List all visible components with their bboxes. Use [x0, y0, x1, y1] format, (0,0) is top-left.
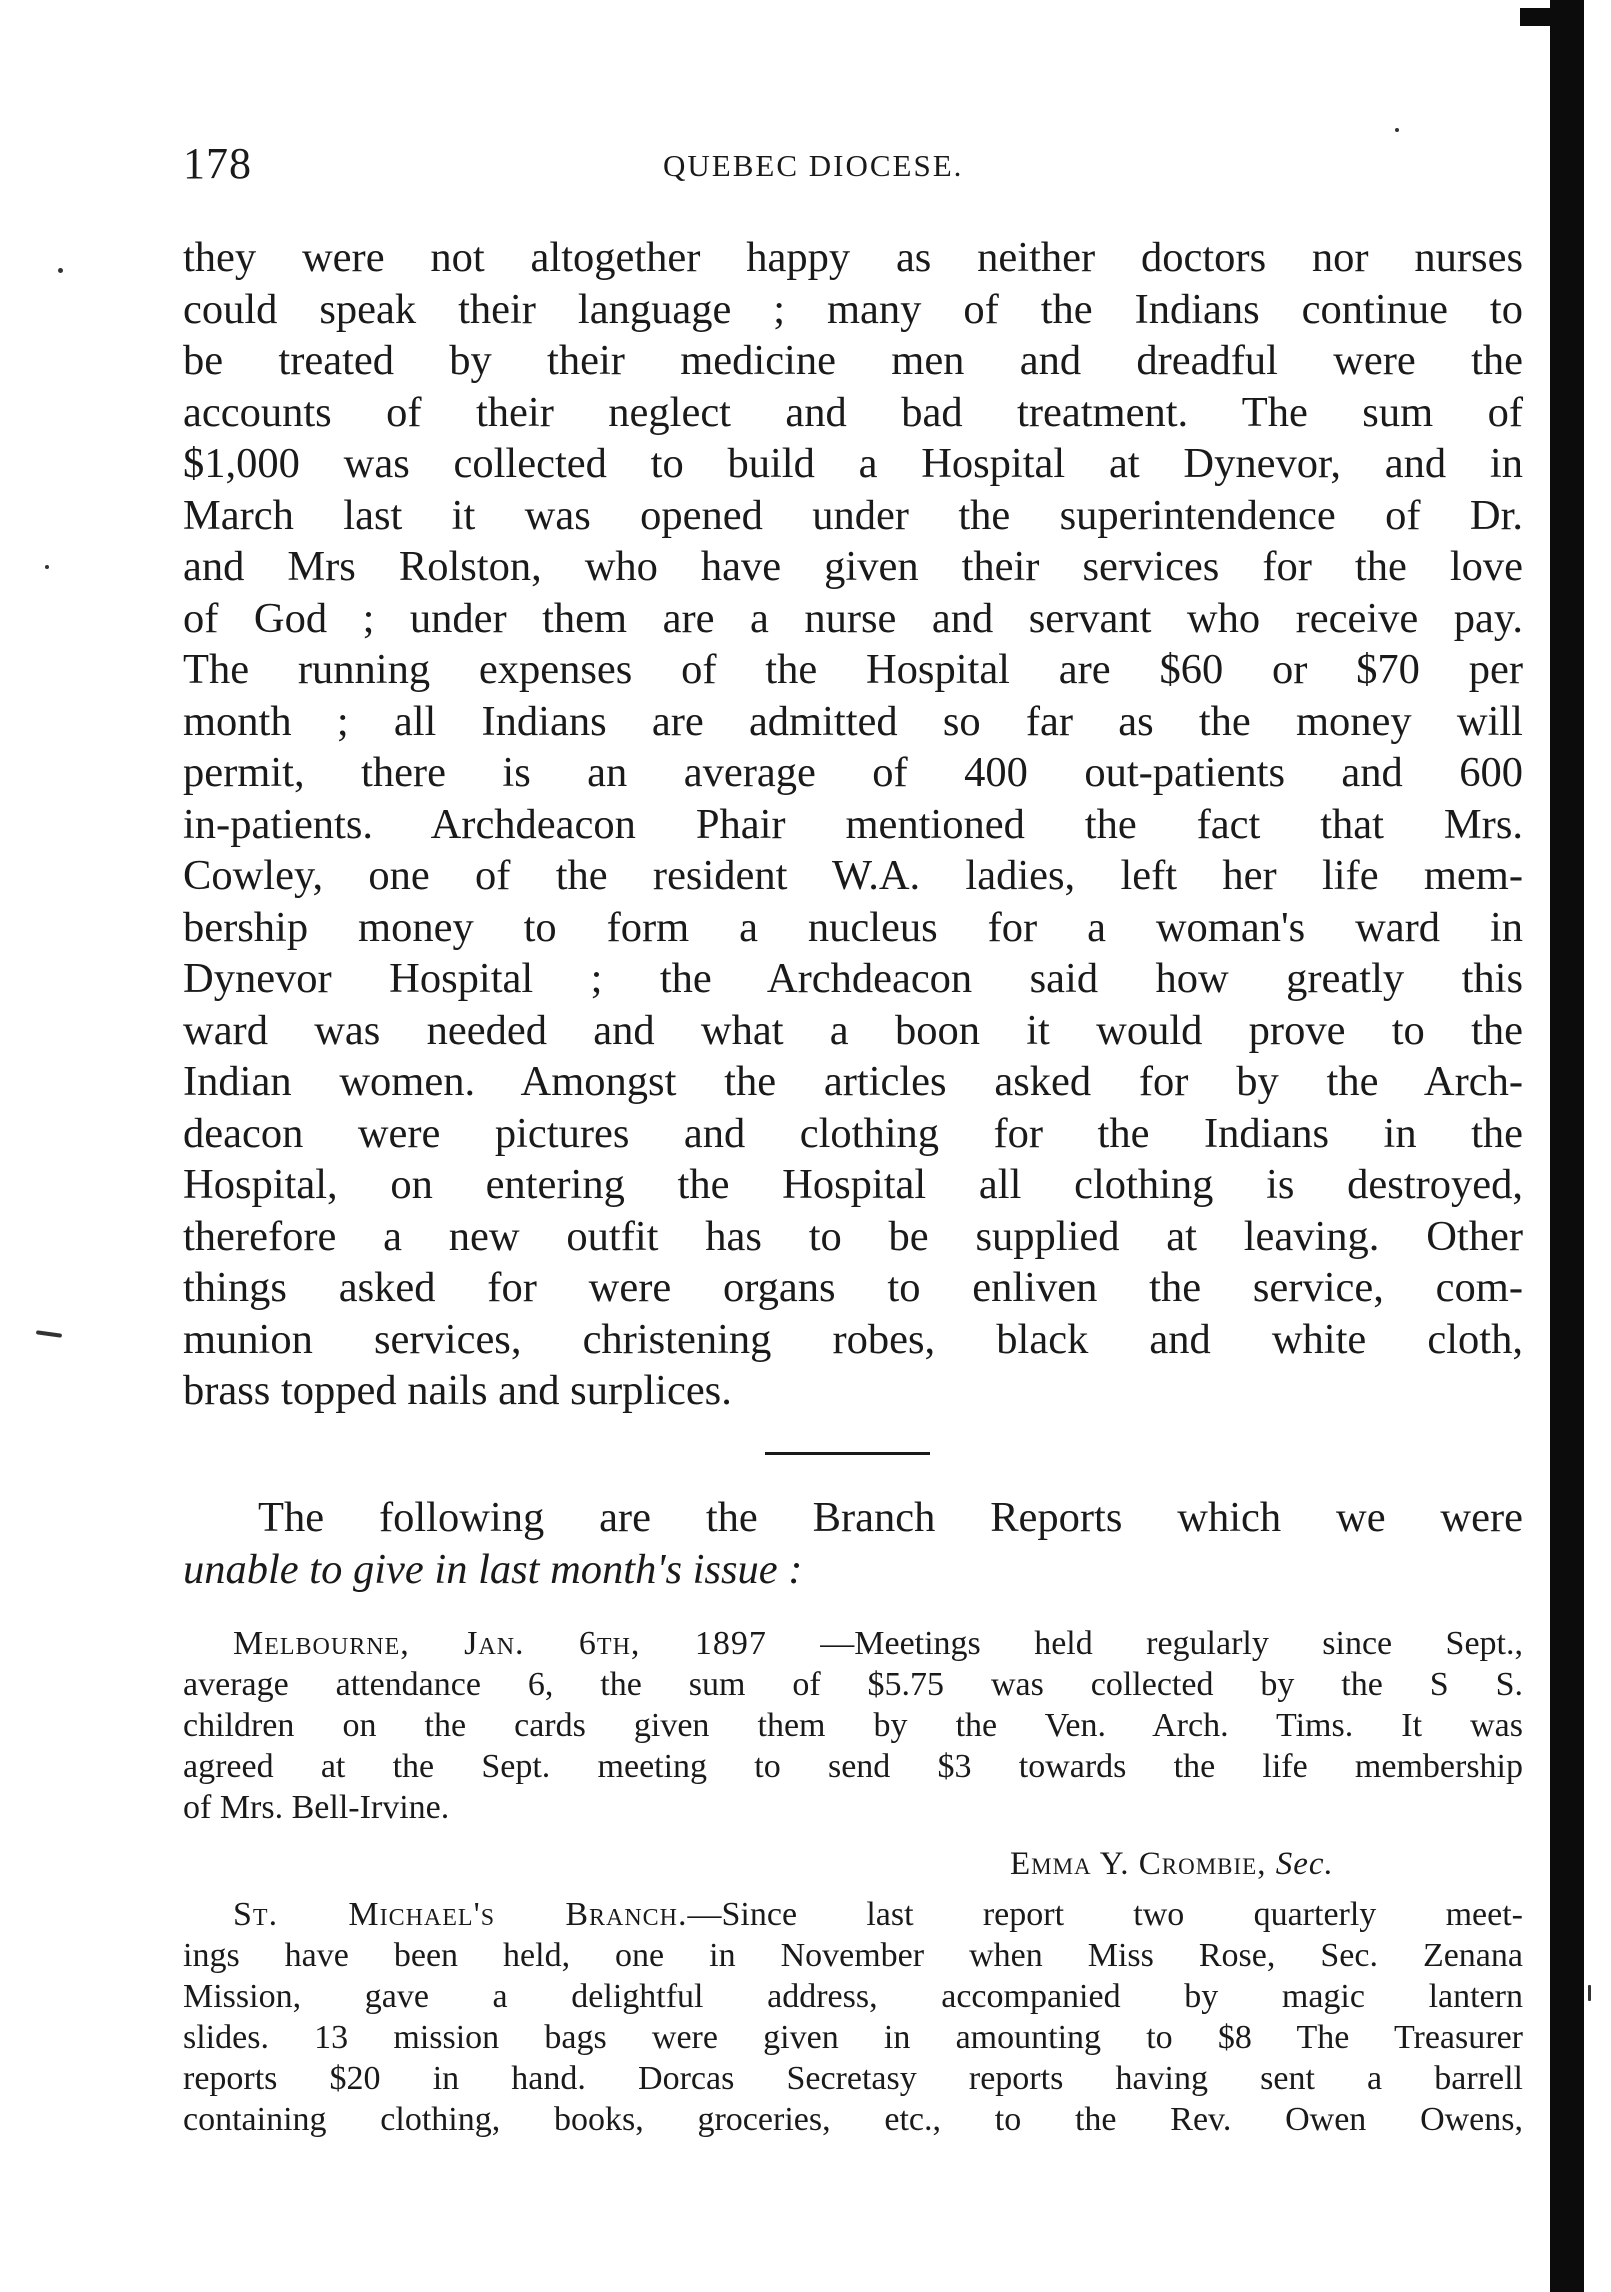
- text-line: munion services, christening robes, black and white cloth,: [183, 1315, 1523, 1363]
- text-line: children on the cards given them by the Ven. Arch. Tims. It was: [183, 1707, 1523, 1744]
- text-line: The following are the Branch Reports which we were: [258, 1494, 1523, 1541]
- text-line: brass topped nails and surplices.: [183, 1367, 732, 1414]
- text-line: permit, there is an average of 400 out-patients and 600: [183, 749, 1523, 796]
- text-line: bership money to form a nucleus for a woman's ward in: [183, 903, 1523, 951]
- text-line: be treated by their medicine men and dreadful were the: [183, 337, 1523, 384]
- text-line: average attendance 6, the sum of $5.75 was collected by the S S.: [183, 1666, 1523, 1703]
- text-line: Cowley, one of the resident W.A. ladies, left her life mem-: [183, 852, 1523, 899]
- signature-title: Sec.: [1275, 1846, 1334, 1882]
- scan-speck: [1395, 128, 1399, 132]
- text-line: in-patients. Archdeacon Phair mentioned the fact that Mrs.: [183, 800, 1523, 848]
- scan-edge-shadow: [1550, 0, 1584, 2292]
- section-divider: [765, 1452, 930, 1455]
- melbourne-report: [183, 1623, 1523, 1828]
- text-line: containing clothing, books, groceries, etc., to the Rev. Owen Owens,: [183, 2101, 1523, 2138]
- text-line: March last it was opened under the superintendence of Dr.: [183, 491, 1523, 539]
- text-line: and Mrs Rolston, who have given their services for the love: [183, 543, 1523, 590]
- text-line: they were not altogether happy as neither doctors nor nurses: [183, 234, 1523, 281]
- text-line: $1,000 was collected to build a Hospital at Dynevor, and in: [183, 440, 1523, 487]
- signature-name: Emma Y. Crombie,: [1010, 1846, 1267, 1882]
- text-line: Hospital, on entering the Hospital all clothing is destroyed,: [183, 1161, 1523, 1208]
- text-line: ward was needed and what a boon it would prove to the: [183, 1006, 1523, 1054]
- report-text: —Meetings held regularly since Sept.,: [766, 1625, 1523, 1662]
- text-line: slides. 13 mission bags were given in amounting to $8 The Treasurer: [183, 2019, 1523, 2056]
- melbourne-signature: [1010, 1846, 1334, 1883]
- text-line: unable to give in last month's issue :: [183, 1545, 803, 1593]
- scan-edge-shadow-top: [1520, 8, 1584, 26]
- main-paragraph: [183, 232, 1523, 1417]
- text-line: accounts of their neglect and bad treatment. The sum of: [183, 388, 1523, 436]
- text-line: ings have been held, one in November when Miss Rose, Sec. Zenana: [183, 1937, 1523, 1974]
- text-line: of God ; under them are a nurse and servant who receive pay.: [183, 594, 1523, 642]
- page-number: 178: [183, 139, 252, 188]
- report-text: —Since last report two quarterly meet-: [687, 1896, 1523, 1933]
- intro-paragraph: [183, 1492, 1523, 1595]
- report-heading: Melbourne, Jan. 6th, 1897: [233, 1625, 767, 1662]
- text-line: Mission, gave a delightful address, accompanied by magic lantern: [183, 1978, 1523, 2015]
- scan-speck: [36, 1330, 62, 1338]
- text-line: could speak their language ; many of the Indians continue to: [183, 285, 1523, 333]
- text-line: Indian women. Amongst the articles asked for by the Arch-: [183, 1058, 1523, 1105]
- text-line: agreed at the Sept. meeting to send $3 towards the life membership: [183, 1748, 1523, 1785]
- scan-speck: [1588, 1985, 1591, 2001]
- text-line: The running expenses of the Hospital are $60 or $70 per: [183, 646, 1523, 693]
- text-line: therefore a new outfit has to be supplied at leaving. Other: [183, 1212, 1523, 1260]
- report-first-line: [183, 1623, 1523, 1664]
- text-line: Dynevor Hospital ; the Archdeacon said how greatly this: [183, 955, 1523, 1002]
- st-michael-report: [183, 1894, 1523, 2140]
- report-first-line: [183, 1894, 1523, 1935]
- text-line: things asked for were organs to enliven the service, com-: [183, 1264, 1523, 1311]
- report-heading: St. Michael's Branch.: [233, 1896, 688, 1933]
- text-line: month ; all Indians are admitted so far as the money will: [183, 697, 1523, 745]
- running-head: QUEBEC DIOCESE.: [663, 148, 964, 183]
- text-line: of Mrs. Bell-Irvine.: [183, 1789, 450, 1826]
- scan-speck: [58, 268, 63, 273]
- scan-speck: [45, 565, 49, 569]
- text-line: deacon were pictures and clothing for the Indians in the: [183, 1109, 1523, 1157]
- text-line: reports $20 in hand. Dorcas Secretasy reports having sent a barrell: [183, 2060, 1523, 2097]
